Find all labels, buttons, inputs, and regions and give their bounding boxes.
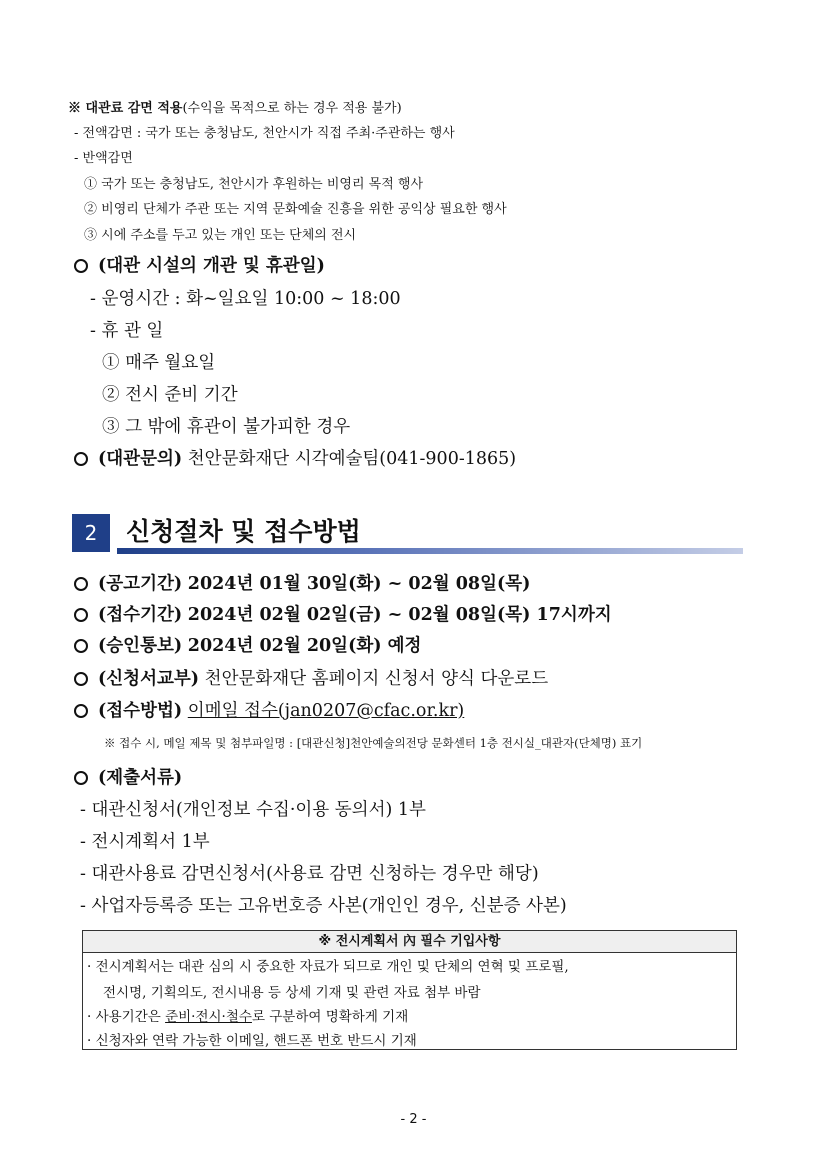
closed-days-label: - 휴 관 일 [90,321,164,341]
receipt-method [74,697,464,722]
circle-bullet-icon [74,452,88,466]
docs-heading [74,764,182,789]
closed-item-1: ① 매주 월요일 [102,353,216,373]
discount-title-bold: ※ 대관료 감면 적용 [68,101,183,116]
required-item-1: · 전시계획서는 대관 심의 시 중요한 자료가 되므로 개인 및 단체의 연혁 및 프로필, [87,959,569,975]
discount-title [68,97,402,116]
full-discount-text: - 전액감면 : 국가 또는 충청남도, 천안시가 직접 주최·주관하는 행사 [74,126,455,141]
operating-hours: - 운영시간 : 화~일요일 10:00 ~ 18:00 [90,289,401,309]
circle-bullet-icon [74,577,88,591]
discount-title-note: (수익을 목적으로 하는 경우 적용 불가) [182,101,402,116]
announce-label: (공고기간) [98,574,183,594]
required-item-1-cont: 전시명, 기획의도, 전시내용 등 상세 기재 및 관련 자료 첨부 바람 [103,985,481,1001]
closed-item-2: ② 전시 준비 기간 [102,385,238,405]
inquiry-line [74,445,516,470]
section-title: 신청절차 및 접수방법 [126,517,361,546]
form-label: (신청서교부) [98,669,200,689]
circle-bullet-icon [74,672,88,686]
receipt-text: 2024년 02월 02일(금) ~ 02월 08일(목) 17시까지 [187,605,612,625]
approval-text: 2024년 02월 20일(화) 예정 [187,636,422,656]
doc-item-3: - 대관사용료 감면신청서(사용료 감면 신청하는 경우만 해당) [80,864,539,884]
receipt-period [74,601,612,626]
inquiry-text: 천안문화재단 시각예술팀(041-900-1865) [187,449,517,469]
half-discount-item-2: ② 비영리 단체가 주관 또는 지역 문화예술 진흥을 위한 공익상 필요한 행사 [84,202,507,217]
half-discount-item-1: ① 국가 또는 충청남도, 천안시가 후원하는 비영리 목적 행사 [84,177,424,192]
doc-item-4: - 사업자등록증 또는 고유번호증 사본(개인인 경우, 신분증 사본) [80,896,567,916]
required-item-2-prefix: · 사용기간은 [87,1009,166,1025]
approval-notice [74,632,421,657]
inquiry-label: (대관문의) [98,449,183,469]
required-item-3: · 신청자와 연락 가능한 이메일, 핸드폰 번호 반드시 기재 [87,1033,417,1049]
method-email-link[interactable]: 이메일 접수(jan0207@cfac.or.kr) [187,701,465,721]
receipt-label: (접수기간) [98,605,183,625]
hours-heading [74,252,325,277]
closed-item-3: ③ 그 밖에 휴관이 불가피한 경우 [102,417,351,437]
required-item-2-suffix: 로 구분하여 명확하게 기재 [251,1009,409,1025]
announce-text: 2024년 01월 30일(화) ~ 02월 08일(목) [187,574,531,594]
method-note: ※ 접수 시, 메일 제목 및 첨부파일명 : [대관신청]천안예술의전당 문화센터 1층 전시실_대관자(단체명) 표기 [104,736,643,750]
form-distribution [74,665,548,690]
required-item-2-underlined: 준비·전시·철수 [165,1009,252,1025]
required-items-header: ※ 전시계획서 內 필수 기입사항 [83,931,736,953]
circle-bullet-icon [74,259,88,273]
hours-title: (대관 시설의 개관 및 휴관일) [98,256,325,276]
half-discount-item-3: ③ 시에 주소를 두고 있는 개인 또는 단체의 전시 [84,228,357,243]
page-number: - 2 - [400,1112,427,1127]
doc-item-2: - 전시계획서 1부 [80,832,210,852]
docs-title: (제출서류) [98,768,183,788]
announce-period [74,570,530,595]
required-items-box [82,930,737,1050]
circle-bullet-icon [74,639,88,653]
section-number-badge: 2 [72,514,110,552]
method-label: (접수방법) [98,701,183,721]
circle-bullet-icon [74,704,88,718]
circle-bullet-icon [74,608,88,622]
doc-item-1: - 대관신청서(개인정보 수집·이용 동의서) 1부 [80,800,426,820]
circle-bullet-icon [74,771,88,785]
form-text: 천안문화재단 홈페이지 신청서 양식 다운로드 [204,669,549,689]
approval-label: (승인통보) [98,636,183,656]
section-underline-bar [117,548,743,554]
required-item-2 [87,1005,408,1025]
half-discount-label: - 반액감면 [74,151,133,166]
